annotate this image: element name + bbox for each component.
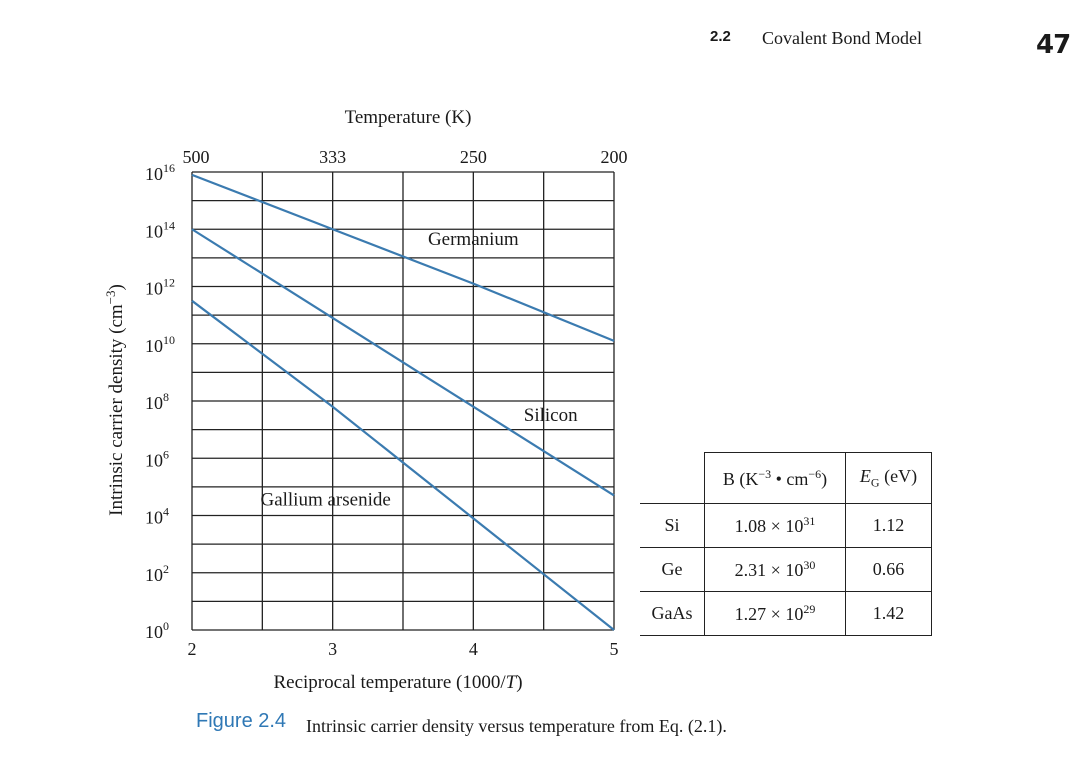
eg-value: 1.42 (846, 592, 932, 636)
series-label: Silicon (523, 405, 578, 427)
figure-label: Figure 2.4 (196, 710, 287, 732)
section-title: Covalent Bond Model (762, 28, 922, 48)
x-tick-label: 4 (468, 639, 478, 659)
y-tick-label: $10^{10}$ (145, 332, 175, 356)
material-name: Ge (640, 548, 705, 592)
y-axis-title: Intrinsic carrier density $(cm^{-3})$ (103, 284, 127, 516)
x-tick-label: 5 (609, 639, 619, 659)
top-tick-label: 333 (319, 147, 347, 167)
b-value: $1.08 \times 10^{31}$ (705, 504, 846, 548)
figure-caption: Intrinsic carrier density versus temperature from Eq. (2.1). (306, 716, 727, 736)
series-label: Germanium (427, 228, 519, 250)
page-number: 47 (1036, 30, 1071, 60)
eg-value: 0.66 (846, 548, 932, 592)
table-row (640, 548, 932, 592)
band-parameters-table (640, 452, 932, 636)
x-axis-title: Reciprocal temperature (1000/T) (273, 672, 523, 693)
table-row (640, 504, 932, 548)
b-value: $2.31 \times 10^{30}$ (705, 548, 846, 592)
table-row (640, 592, 932, 636)
y-tick-label: $10^{14}$ (145, 218, 175, 242)
y-tick-label: $10^0$ (145, 619, 169, 642)
y-tick-label: $10^2$ (145, 561, 169, 585)
x-tick-label: 2 (187, 639, 197, 659)
top-tick-label: 200 (600, 147, 628, 167)
y-tick-label: $10^4$ (145, 504, 169, 528)
section-number: 2.2 (710, 28, 731, 45)
b-value: $1.27 \times 10^{29}$ (705, 592, 846, 636)
top-tick-label: 500 (182, 147, 210, 167)
table-corner (640, 453, 705, 504)
series-label: Gallium arsenide (260, 489, 391, 511)
chart-series-labels (260, 229, 578, 510)
y-tick-label: $10^6$ (145, 447, 169, 471)
x-tick-label: 3 (328, 639, 338, 659)
top-tick-label: 250 (459, 147, 487, 167)
b-column-header: B ($K^{-3}$ • $cm^{-6}$) (705, 453, 846, 504)
chart-grid (192, 172, 614, 630)
y-tick-label: $10^{12}$ (145, 275, 175, 299)
material-name: GaAs (640, 592, 705, 636)
y-tick-label: $10^{16}$ (145, 161, 175, 184)
top-axis-title: Temperature (K) (344, 107, 472, 128)
material-name: Si (640, 504, 705, 548)
eg-value: 1.12 (846, 504, 932, 548)
y-tick-label: $10^8$ (145, 390, 169, 413)
eg-column-header: $E_G$ (eV) (846, 453, 932, 504)
